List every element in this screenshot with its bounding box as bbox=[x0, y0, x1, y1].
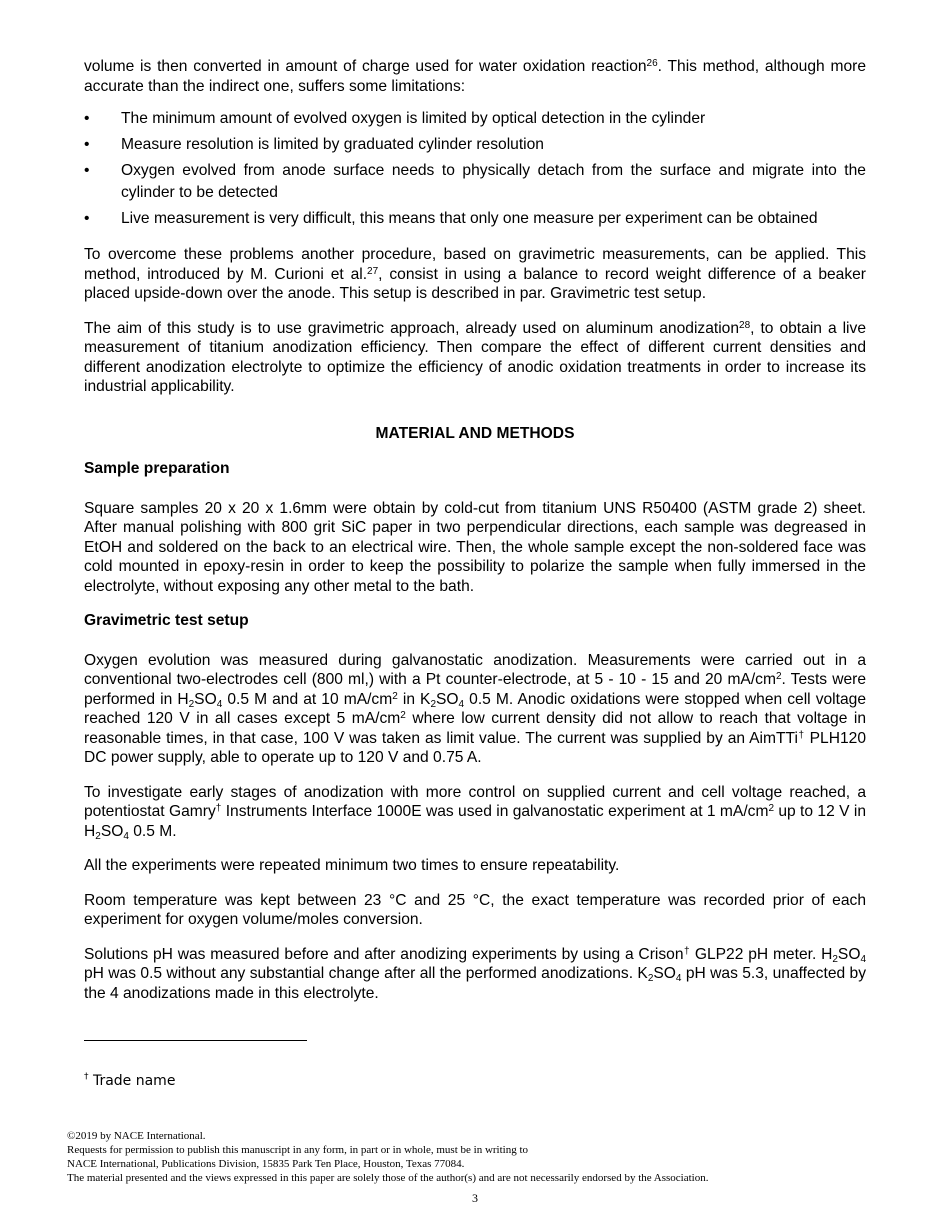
paragraph-intro bbox=[84, 57, 866, 96]
text-run: SO bbox=[194, 690, 217, 708]
subscript: 2 bbox=[647, 973, 654, 984]
text-run: To overcome these problems another procedure, based on gravimetric measurements, can be applied. This method, introduced by M. Curioni et al. bbox=[84, 246, 866, 283]
subscript: 4 bbox=[860, 953, 867, 965]
text-run: pH was 5.3, unaffected by the 4 anodizations made in this electrolyte. bbox=[84, 965, 866, 1002]
text-run: in K bbox=[397, 690, 431, 708]
subscript: 4 bbox=[123, 830, 129, 842]
copyright-footer bbox=[67, 1129, 887, 1185]
footer-line: Requests for permission to publish this manuscript in any form, in part or in whole, must be in writing to bbox=[67, 1144, 529, 1156]
subscript: 2 bbox=[95, 830, 101, 842]
superscript: 2 bbox=[392, 690, 398, 702]
text-run: Oxygen evolution was measured during galvanostatic anodization. Measurements were carried out in a conventional two-electrodes cell (800 ml,) with a Pt counter-electrode, at 5 - 10 - 15 and 20 mA/cm bbox=[84, 651, 866, 688]
text-run: SO bbox=[837, 945, 861, 963]
paragraph bbox=[84, 319, 866, 397]
subsection-title: Sample preparation bbox=[84, 460, 230, 477]
subscript: 4 bbox=[675, 973, 682, 984]
page-number: 3 bbox=[472, 1191, 478, 1205]
paragraph bbox=[84, 945, 866, 1004]
subscript: 4 bbox=[458, 698, 465, 710]
text-run: where low current density did not allow to reach that voltage in reasonable times, in that case, 100 V was taken as limit value. The current was supplied by an AimTTi bbox=[84, 710, 867, 747]
bullet-mark: • bbox=[84, 162, 90, 179]
text-run: , consist in using a balance to record weight difference of a beaker placed upside-down over the anode. This setup is described in par. Gravimetric test setup. bbox=[84, 265, 867, 302]
list-item bbox=[84, 160, 866, 204]
text-run: pH was 0.5 without any substantial change after all the performed anodizations. K bbox=[84, 965, 648, 982]
paragraph: All the experiments were repeated minimum two times to ensure repeatability. bbox=[84, 857, 620, 874]
text-run: SO bbox=[436, 690, 459, 708]
text-run: Instruments Interface 1000E was used in galvanostatic experiment at 1 mA/cm bbox=[221, 803, 769, 820]
subscript: 2 bbox=[188, 698, 195, 710]
paragraph bbox=[84, 783, 866, 842]
text-run: 0.5 M and at 10 mA/cm bbox=[222, 690, 393, 708]
footer-line: The material presented and the views expressed in this paper are solely those of the author(s) and are not necessarily endorsed by the Association. bbox=[67, 1172, 709, 1184]
list-item bbox=[84, 208, 866, 230]
text-run: volume is then converted in amount of charge used for water oxidation reaction bbox=[84, 58, 647, 75]
dagger-mark: † bbox=[84, 1072, 89, 1082]
paragraph bbox=[84, 651, 866, 768]
bullet-mark: • bbox=[84, 210, 90, 227]
footnote bbox=[84, 1073, 175, 1089]
superscript: 2 bbox=[775, 671, 782, 682]
bullet-mark: • bbox=[84, 110, 90, 127]
list-item-text: Oxygen evolved from anode surface needs to physically detach from the surface and migrate into the cylinder to be detected bbox=[121, 162, 866, 201]
footer-line: NACE International, Publications Division, 15835 Park Ten Place, Houston, Texas 77084. bbox=[67, 1158, 465, 1170]
text-run: SO bbox=[100, 822, 124, 840]
limitations-list bbox=[84, 109, 866, 230]
subscript: 2 bbox=[430, 698, 437, 710]
list-item-text: The minimum amount of evolved oxygen is limited by optical detection in the cylinder bbox=[121, 110, 706, 127]
text-run: . Tests were performed in H bbox=[84, 671, 866, 708]
text-run: 0.5 M. bbox=[128, 822, 177, 840]
paragraph: Room temperature was kept between 23 °C and 25 °C, the exact temperature was recorded prior of each experiment for oxygen volume/moles conversion. bbox=[84, 891, 866, 928]
footnote-divider bbox=[84, 1040, 307, 1041]
section-title: MATERIAL AND METHODS bbox=[375, 424, 575, 442]
list-item-text: Live measurement is very difficult, this means that only one measure per experiment can be obtained bbox=[121, 210, 818, 227]
bullet-mark: • bbox=[84, 135, 90, 153]
text-run: , to obtain a live measurement of titanium anodization efficiency. Then compare the effect of different current densities and different anodization electrolyte to optimize the efficiency of anodic oxidation treatments in order to increase its industrial applicability. bbox=[84, 319, 866, 395]
text-run: 0.5 M. Anodic oxidations were stopped when cell voltage reached 120 V in all cases except 5 mA/cm bbox=[84, 690, 866, 727]
footer-line: ©2019 by NACE International. bbox=[67, 1130, 206, 1142]
paragraph: Square samples 20 x 20 x 1.6mm were obtain by cold-cut from titanium UNS R50400 (ASTM grade 2) sheet. After manual polishing with 800 grit SiC paper in two perpendicular directions, each sample was degreased in EtOH and soldered on the back to an electrical wire. Then, the whole sample except the non-soldered face was cold mounted in epoxy-resin in order to keep the possibility to polarize the sample when fully immersed in the electrolyte, without exposing any other metal to the bath. bbox=[84, 499, 866, 595]
subscript: 2 bbox=[832, 953, 838, 965]
text-run: up to 12 V in H bbox=[84, 803, 866, 840]
paragraph bbox=[84, 245, 866, 304]
text-run: . This method, although more accurate than the indirect one, suffers some limitations: bbox=[84, 58, 866, 95]
subsection-title: Gravimetric test setup bbox=[84, 612, 249, 629]
citation-ref: 27 bbox=[367, 265, 379, 277]
text-run: SO bbox=[653, 965, 676, 982]
text-run: The aim of this study is to use gravimetric approach, already used on aluminum anodization bbox=[84, 319, 740, 337]
citation-ref: 28 bbox=[739, 319, 751, 331]
dagger-mark: † bbox=[215, 803, 222, 814]
superscript: 2 bbox=[768, 803, 775, 814]
superscript: 2 bbox=[400, 710, 406, 721]
subscript: 4 bbox=[216, 698, 223, 710]
list-item-text: Measure resolution is limited by graduated cylinder resolution bbox=[121, 135, 544, 153]
citation-ref: 26 bbox=[646, 58, 658, 69]
footnote-text: Trade name bbox=[88, 1073, 176, 1089]
dagger-mark: † bbox=[683, 945, 691, 957]
dagger-mark: † bbox=[797, 729, 805, 741]
text-run: GLP22 pH meter. H bbox=[690, 945, 833, 963]
text-run: Solutions pH was measured before and after anodizing experiments by using a Crison bbox=[84, 945, 684, 963]
text-run: PLH120 DC power supply, able to operate up to 120 V and 0.75 A. bbox=[84, 729, 867, 766]
list-item bbox=[84, 109, 866, 129]
text-run: To investigate early stages of anodization with more control on supplied current and cell voltage reached, a potentiostat Gamry bbox=[84, 783, 866, 820]
list-item bbox=[84, 135, 866, 155]
body-text bbox=[84, 57, 866, 1003]
